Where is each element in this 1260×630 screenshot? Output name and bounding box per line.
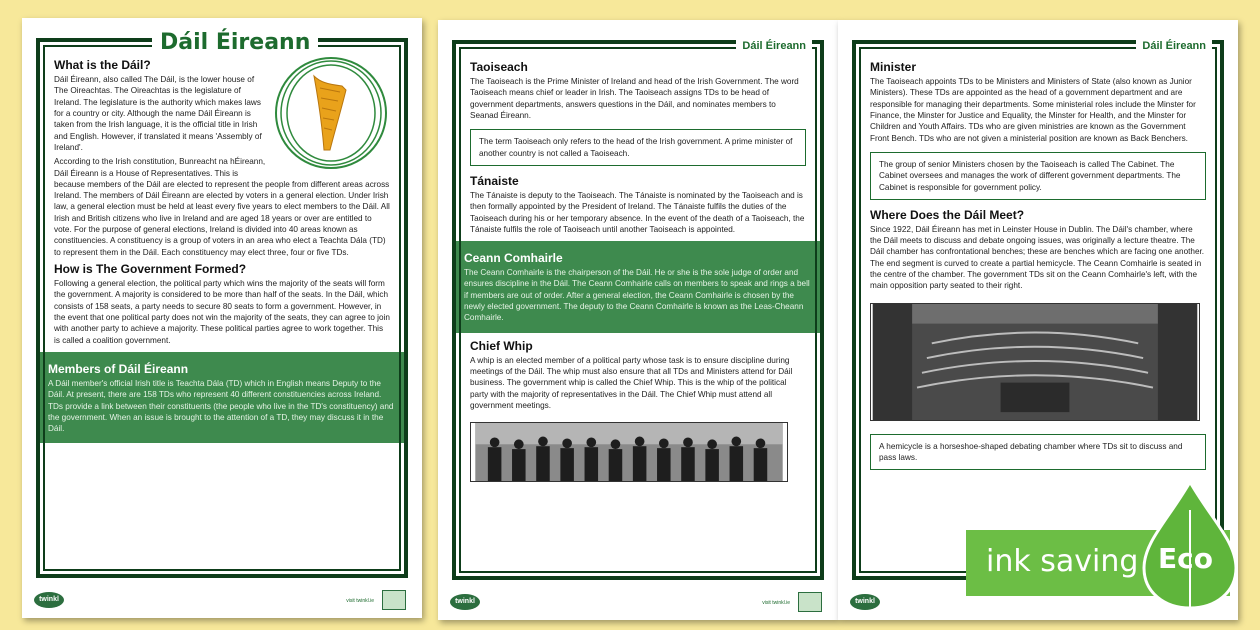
footer-badge-icon xyxy=(382,590,406,610)
eco-badge-label: Eco xyxy=(1158,542,1213,575)
page-3-tab-title: Dáil Éireann xyxy=(1136,40,1212,52)
cabinet-note-text: The group of senior Ministers chosen by the Taoiseach is called The Cabinet. The Cabinet oversees and manages the work of different government departments. The Cabinet is responsible for government policy. xyxy=(879,159,1181,192)
page-2 xyxy=(438,20,838,620)
footer-url: visit twinkl.ie xyxy=(762,600,790,606)
members-text: A Dáil member's official Irish title is Teachta Dála (TD) which in English means Deputy to the Dáil. At present, there are 158 TDs who represent 40 different constituencies across Ireland. TDs provide a link between their constituents (the people who live in the TD's constituency) and the government. When an issue is brought to the attention of a TD, they may discuss it in the Dáil. xyxy=(48,378,394,434)
page-1-frame xyxy=(36,38,408,578)
constitution-text: According to the Irish constitution, Bunreacht na hÉireann, Dáil Éireann is a House of Representatives. This is because members of the Dáil are elected to represent the people from different areas across Ireland. The members of Dáil Éireann are elected by voters in a general election. Under Irish law, a general election must be held at least every five years to elect members to the Dáil. All Irish and British citizens who live in Ireland and are aged 18 years or over are entitled to vote. For the purpose of general elections, Ireland is divided into 40 areas known as constituencies. A constituency is a group of voters in an area who elect a Teachta Dála (TD) to represent them in the Dáil. Each constituency may elect three, four or five TDs. xyxy=(54,157,390,257)
chief-whip-text: A whip is an elected member of a political party whose task is to ensure discipline during meetings of the Dáil. The whip must also ensure that all TDs and Ministers attend for Dáil business. The government whip is called the Chief Whip. This is the whip of the political party with the majority of representatives in the Dáil. The Chief Whip must attend all government meetings. xyxy=(470,355,793,410)
chief-whip-heading: Chief Whip xyxy=(470,338,533,353)
twinkl-logo: twinkl xyxy=(850,594,880,610)
government-formed-heading: How is The Government Formed? xyxy=(54,262,247,276)
taoiseach-heading: Taoiseach xyxy=(470,60,528,74)
taoiseach-text: The Taoiseach is the Prime Minister of Ireland and head of the Irish Government. The word Taoiseach means chief or leader in Irish. The Taoiseach assigns TDs to be head of government departments, answers questions in the Dáil, and nominates members to Seanad Éireann. xyxy=(470,77,799,120)
ceann-comhairle-box xyxy=(456,241,820,333)
page-1 xyxy=(22,18,422,618)
twinkl-logo: twinkl xyxy=(34,592,64,608)
where-meet-text: Since 1922, Dáil Éireann has met in Leinster House in Dublin. The Dáil's chamber, where the Dáil meets to discuss and debate ongoing issues, was originally a lecture theatre. The Dáil chamber has confrontational benches; these are benches which are facing one another. The end segment is curved to create a partial hemicycle. The Ceann Comhairle is seated in the centre of the chamber. The government TDs sit on the Ceann Comhairle's left, with the main opposition party seated to their right. xyxy=(870,224,1205,291)
footer-badge-icon xyxy=(798,592,822,612)
harp-emblem xyxy=(272,54,390,172)
ink-saving-label: ink saving xyxy=(986,544,1139,579)
hemicycle-note-text: A hemicycle is a horseshoe-shaped debating chamber where TDs sit to discuss and pass laws. xyxy=(879,441,1183,462)
tanaiste-heading: Tánaiste xyxy=(470,173,519,188)
ceann-comhairle-text: The Ceann Comhairle is the chairperson of the Dáil. He or she is the sole judge of order and ensures discipline in the Dáil. The Ceann Comhairle calls on members to speak and rings a bell if members are out of order. After a general election, the Ceann Comhairle is chosen by the newly elected government. The deputy to the Ceann Comhairle is known as the Leas-Cheann Comhairle. xyxy=(464,268,810,323)
taoiseach-note-text: The term Taoiseach only refers to the head of the Irish government. A prime minister of another country is not called a Taoiseach. xyxy=(479,137,793,158)
members-heading: Members of Dáil Éireann xyxy=(48,361,189,376)
minister-text: The Taoiseach appoints TDs to be Ministers and Ministers of State (also known as Junior Ministers). These TDs are appointed as the head of a government department and are responsible for managing their departments. Some ministerial roles include the Minster for Finance, the Minster for Justice and Equality, the Minster for Health, and the Minster for Children and Youth Affairs. TDs who are given ministries are known as the Government Front Bench. TDs who are not given a ministerial position are known as Back Benchers. xyxy=(870,77,1196,143)
eco-badge xyxy=(1140,480,1240,610)
government-formed-text: Following a general election, the political party which wins the majority of the seats will form the government. A majority is considered to be more than half of the seats. In the Dáil, which consists of 158 seats, a party needs to secure 80 seats to form a government. However, in the event that one political party does not win the majority of the seats, they can agree to join with another party to achieve a majority. These political parties agree to work together. This is called a coalition government. xyxy=(54,279,390,345)
harp-icon xyxy=(272,54,390,172)
what-is-dail-heading: What is the Dáil? xyxy=(54,58,151,72)
cabinet-note xyxy=(870,152,1206,200)
chamber-photo xyxy=(870,303,1200,421)
page-2-frame xyxy=(452,40,824,580)
minister-heading: Minister xyxy=(870,60,917,74)
page-2-tab-title: Dáil Éireann xyxy=(736,40,812,52)
group-photo xyxy=(470,422,788,482)
ceann-comhairle-heading: Ceann Comhairle xyxy=(464,251,563,266)
taoiseach-note xyxy=(470,129,806,166)
footer-url: visit twinkl.ie xyxy=(346,598,374,604)
twinkl-logo: twinkl xyxy=(450,594,480,610)
hemicycle-note xyxy=(870,434,1206,471)
tanaiste-text: The Tánaiste is deputy to the Taoiseach. The Tánaiste is nominated by the Taoiseach and is then formally appointed by the President of Ireland. The Tánaiste fulfils the duties of the Taoiseach during his or her temporary absence. In the event of the death of a Taoiseach, the Tánaiste fulfils the role of Taoiseach until another Taoiseach is appointed. xyxy=(470,190,805,234)
page-title: Dáil Éireann xyxy=(152,30,318,55)
what-is-dail-text: Dáil Éireann, also called The Dáil, is the lower house of The Oireachtas. The Oireachtas is the legislature of Ireland. The legislature is the authority which makes laws for a country or city. Although the name Dáil Éireann is taken from the Irish language, it is the official title in Irish and English. However, if translated it means 'Assembly of Ireland'. xyxy=(54,75,262,152)
where-meet-heading: Where Does the Dáil Meet? xyxy=(870,207,1025,222)
members-box xyxy=(40,352,404,444)
